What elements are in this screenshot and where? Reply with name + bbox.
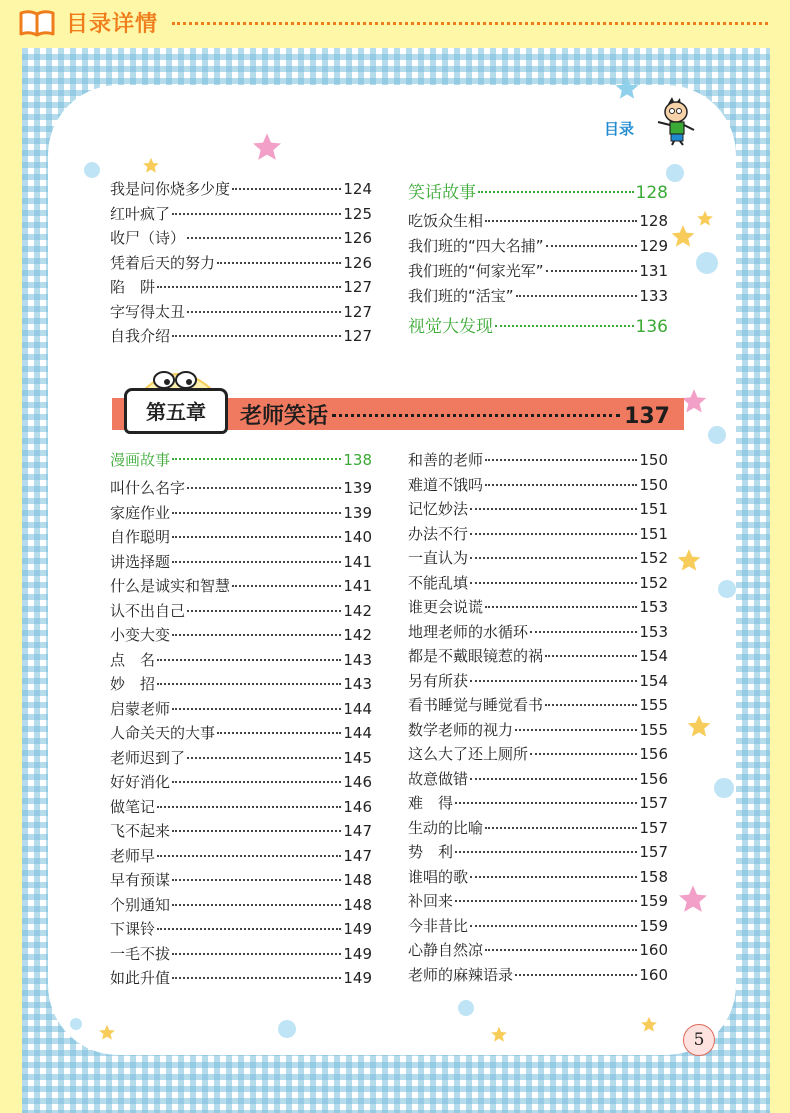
toc-entry[interactable] — [110, 252, 372, 274]
entry-page: 127 — [343, 302, 372, 321]
toc-entry[interactable] — [110, 178, 372, 200]
dot-leader — [530, 753, 637, 755]
dot-leader — [470, 680, 637, 682]
entry-page: 148 — [343, 895, 372, 914]
entry-title: 故意做错 — [408, 769, 469, 788]
dot-leader — [332, 414, 620, 417]
dot-leader — [157, 806, 341, 808]
star-icon — [640, 1016, 658, 1034]
toc-entry[interactable] — [110, 477, 372, 499]
entry-title: 陷 阱 — [110, 278, 156, 296]
bubble-decoration — [696, 252, 718, 274]
entry-page: 148 — [343, 871, 372, 889]
toc-entry[interactable] — [408, 645, 668, 667]
dot-leader — [172, 830, 341, 832]
entry-page: 142 — [343, 626, 372, 644]
entry-title: 吃饭众生相 — [408, 212, 484, 230]
star-icon — [676, 884, 710, 916]
entry-page: 144 — [343, 699, 372, 718]
toc-entry[interactable] — [408, 285, 668, 307]
entry-title: 这么大了还上厕所 — [408, 745, 529, 763]
dot-leader — [470, 925, 637, 927]
entry-title: 讲选择题 — [110, 552, 171, 571]
entry-page: 156 — [639, 769, 668, 788]
entry-page: 146 — [343, 773, 372, 791]
dot-leader — [172, 904, 341, 906]
star-icon — [98, 1024, 116, 1042]
toc-entry[interactable] — [408, 719, 668, 741]
entry-title: 红叶疯了 — [110, 204, 171, 223]
dot-leader — [455, 851, 637, 853]
toc-entry[interactable] — [110, 894, 372, 916]
dot-leader — [515, 974, 637, 976]
section-title: 笑话故事 — [408, 183, 476, 203]
dot-leader — [157, 683, 341, 685]
page-heading: 目录 — [604, 120, 635, 138]
toc-entry[interactable] — [110, 771, 372, 793]
dot-leader — [485, 459, 637, 461]
entry-title: 凭着后天的努力 — [110, 253, 216, 272]
dot-leader — [470, 778, 637, 780]
toc-entry[interactable] — [408, 498, 668, 520]
toc-entry[interactable] — [408, 768, 668, 790]
toc-entry[interactable] — [110, 624, 372, 646]
dot-leader — [217, 732, 341, 734]
entry-title: 老师早 — [110, 846, 156, 865]
dot-leader — [485, 606, 637, 608]
entry-page: 160 — [639, 941, 668, 959]
bubble-decoration — [714, 778, 734, 798]
dot-leader — [187, 610, 341, 612]
entry-page: 158 — [639, 867, 668, 886]
dot-leader — [545, 704, 637, 706]
page-number: 5 — [683, 1024, 715, 1056]
entry-title: 点 名 — [110, 650, 156, 669]
toc-entry[interactable] — [408, 596, 668, 618]
entry-page: 159 — [639, 916, 668, 935]
entry-title: 办法不行 — [408, 524, 469, 543]
entry-page: 149 — [343, 944, 372, 963]
dot-leader — [485, 484, 637, 486]
entry-title: 谁更会说谎 — [408, 598, 484, 616]
toc-entry[interactable] — [110, 918, 372, 940]
dot-leader — [485, 949, 637, 951]
dot-leader — [157, 286, 341, 288]
dot-leader — [485, 827, 637, 829]
entry-title: 下课铃 — [110, 920, 156, 938]
toc-entry[interactable] — [408, 743, 668, 765]
toc-entry[interactable] — [408, 260, 668, 282]
toc-entry[interactable] — [110, 967, 372, 989]
entry-title: 早有预谋 — [110, 871, 171, 889]
toc-entry[interactable] — [408, 915, 668, 937]
toc-entry[interactable] — [110, 698, 372, 720]
toc-entry[interactable] — [408, 670, 668, 692]
bubble-decoration — [84, 162, 100, 178]
toc-section-heading[interactable] — [110, 449, 372, 471]
toc-entry[interactable] — [110, 526, 372, 548]
entry-page: 159 — [639, 892, 668, 910]
entry-title: 今非昔比 — [408, 916, 469, 935]
entry-page: 139 — [343, 479, 372, 497]
bubble-decoration — [666, 164, 684, 182]
dot-leader — [217, 262, 341, 264]
entry-title: 我是问你烧多少度 — [110, 180, 231, 198]
entry-title: 妙 招 — [110, 675, 156, 693]
toc-entry[interactable] — [110, 649, 372, 671]
entry-page: 156 — [639, 745, 668, 763]
entry-title: 难道不饿吗 — [408, 475, 484, 494]
dot-leader — [470, 582, 637, 584]
entry-title: 叫什么名字 — [110, 479, 186, 497]
entry-page: 131 — [639, 262, 668, 280]
entry-page: 125 — [343, 204, 372, 223]
bubble-decoration — [718, 580, 736, 598]
dot-leader — [187, 311, 341, 313]
toc-entry[interactable] — [408, 235, 668, 257]
entry-title: 记忆妙法 — [408, 500, 469, 518]
entry-title: 看书睡觉与睡觉看书 — [408, 696, 544, 714]
entry-page: 157 — [639, 818, 668, 837]
entry-title: 人命关天的大事 — [110, 724, 216, 742]
toc-section-heading[interactable] — [408, 314, 668, 340]
chapter-title: 老师笑话 — [240, 404, 329, 429]
dot-leader — [172, 977, 341, 979]
open-book-icon — [18, 9, 56, 37]
toc-entry[interactable] — [408, 964, 668, 986]
toc-entry[interactable] — [408, 866, 668, 888]
toc-entry[interactable] — [408, 792, 668, 814]
dot-leader — [172, 781, 341, 783]
entry-page: 144 — [343, 724, 372, 742]
toc-entry[interactable] — [110, 325, 372, 347]
star-icon — [490, 1026, 508, 1044]
star-icon — [614, 76, 640, 102]
entry-page: 150 — [639, 451, 668, 469]
entry-title: 自我介绍 — [110, 327, 171, 345]
entry-page: 153 — [639, 598, 668, 616]
toc-entry[interactable] — [110, 722, 372, 744]
entry-title: 数学老师的视力 — [408, 720, 514, 739]
entry-title: 做笔记 — [110, 797, 156, 816]
entry-title: 老师的麻辣语录 — [408, 965, 514, 984]
entry-title: 补回来 — [408, 892, 454, 910]
entry-title: 我们班的“何家光军” — [408, 262, 544, 280]
dot-leader — [515, 729, 637, 731]
toc-entry[interactable] — [408, 890, 668, 912]
toc-entry[interactable] — [408, 210, 668, 232]
dot-leader — [546, 270, 638, 272]
dot-leader — [232, 188, 341, 190]
entry-page: 126 — [343, 253, 372, 272]
toc-entry[interactable] — [408, 841, 668, 863]
entry-page: 147 — [343, 846, 372, 865]
entry-title: 地理老师的水循环 — [408, 622, 529, 641]
dot-leader — [172, 634, 341, 636]
chapter-page: 137 — [624, 404, 670, 429]
entry-page: 154 — [639, 647, 668, 665]
dot-leader — [516, 295, 638, 297]
dot-leader — [470, 876, 637, 878]
dot-leader — [172, 879, 341, 881]
entry-page: 126 — [343, 229, 372, 247]
entry-page: 155 — [639, 696, 668, 714]
entry-page: 149 — [343, 920, 372, 938]
entry-title: 家庭作业 — [110, 503, 171, 522]
dot-leader — [455, 802, 637, 804]
dot-leader — [187, 237, 341, 239]
entry-page: 141 — [343, 552, 372, 571]
entry-page: 151 — [639, 524, 668, 543]
entry-page: 160 — [639, 965, 668, 984]
entry-title: 和善的老师 — [408, 451, 484, 469]
entry-page: 150 — [639, 475, 668, 494]
toc-entry[interactable] — [408, 572, 668, 594]
dot-leader — [172, 953, 341, 955]
toc-entry[interactable] — [408, 621, 668, 643]
section-page: 136 — [635, 317, 668, 337]
section-title: 视觉大发现 — [408, 317, 493, 337]
entry-title: 小变大变 — [110, 626, 171, 644]
entry-title: 飞不起来 — [110, 822, 171, 840]
toc-entry[interactable] — [110, 869, 372, 891]
toc-entry[interactable] — [110, 575, 372, 597]
page-header — [0, 0, 790, 48]
toc-entry[interactable] — [408, 523, 668, 545]
entry-page: 139 — [343, 503, 372, 522]
entry-title: 认不出自己 — [110, 601, 186, 620]
entry-page: 141 — [343, 577, 372, 595]
entry-title: 另有所获 — [408, 671, 469, 690]
bubble-decoration — [278, 1020, 296, 1038]
entry-page: 149 — [343, 969, 372, 987]
star-icon — [680, 388, 708, 416]
entry-page: 154 — [639, 671, 668, 690]
entry-page: 151 — [639, 500, 668, 518]
dot-leader — [455, 900, 637, 902]
toc-entry[interactable] — [408, 547, 668, 569]
toc-entry[interactable] — [110, 943, 372, 965]
dot-leader — [470, 508, 637, 510]
entry-page: 128 — [639, 212, 668, 230]
dot-leader — [495, 325, 634, 327]
chapter-title-row[interactable] — [240, 399, 670, 429]
toc-entry[interactable] — [408, 694, 668, 716]
entry-page: 155 — [639, 720, 668, 739]
entry-page: 143 — [343, 650, 372, 669]
section-title: 漫画故事 — [110, 451, 171, 469]
entry-page: 157 — [639, 843, 668, 861]
entry-page: 145 — [343, 748, 372, 767]
toc-entry[interactable] — [408, 939, 668, 961]
header-dotted-rule — [172, 22, 768, 25]
dot-leader — [530, 631, 637, 633]
entry-page: 143 — [343, 675, 372, 693]
star-icon — [686, 714, 712, 740]
star-icon — [670, 224, 696, 250]
dot-leader — [232, 585, 341, 587]
entry-page: 142 — [343, 601, 372, 620]
entry-title: 收尸（诗） — [110, 229, 186, 247]
dot-leader — [172, 335, 341, 337]
entry-page: 140 — [343, 528, 372, 546]
entry-title: 一毛不拔 — [110, 944, 171, 963]
entry-page: 152 — [639, 549, 668, 567]
dot-leader — [157, 928, 341, 930]
entry-title: 我们班的“四大名捕” — [408, 237, 544, 255]
dot-leader — [172, 458, 341, 460]
toc-entry[interactable] — [110, 203, 372, 225]
entry-page: 133 — [639, 287, 668, 305]
entry-title: 一直认为 — [408, 549, 469, 567]
toc-entry[interactable] — [110, 301, 372, 323]
toc-entry[interactable] — [408, 449, 668, 471]
header-title: 目录详情 — [66, 12, 159, 37]
entry-page: 127 — [343, 327, 372, 345]
section-page: 128 — [635, 183, 668, 203]
chapter-label: 第五章 — [146, 400, 206, 424]
dot-leader — [545, 655, 637, 657]
toc-entry[interactable] — [408, 474, 668, 496]
entry-page: 127 — [343, 278, 372, 296]
bubble-decoration — [458, 1000, 474, 1016]
dot-leader — [187, 757, 341, 759]
entry-title: 自作聪明 — [110, 528, 171, 546]
dot-leader — [485, 220, 637, 222]
toc-entry[interactable] — [408, 817, 668, 839]
entry-page: 157 — [639, 794, 668, 812]
entry-page: 152 — [639, 573, 668, 592]
entry-title: 都是不戴眼镜惹的祸 — [408, 647, 544, 665]
dot-leader — [172, 561, 341, 563]
star-icon — [696, 210, 714, 228]
toc-entry[interactable] — [110, 227, 372, 249]
entry-title: 启蒙老师 — [110, 699, 171, 718]
toc-entry[interactable] — [110, 796, 372, 818]
entry-title: 老师迟到了 — [110, 748, 186, 767]
bubble-decoration — [70, 1018, 82, 1030]
dot-leader — [478, 191, 634, 193]
toc-entry[interactable] — [110, 551, 372, 573]
entry-title: 字写得太丑 — [110, 302, 186, 321]
cartoon-boy-icon — [648, 96, 704, 146]
entry-title: 生动的比喻 — [408, 818, 484, 837]
entry-page: 129 — [639, 237, 668, 255]
dot-leader — [172, 536, 341, 538]
dot-leader — [157, 855, 341, 857]
dot-leader — [157, 659, 341, 661]
toc-entry[interactable] — [110, 502, 372, 524]
toc-entry[interactable] — [110, 600, 372, 622]
toc-entry[interactable] — [110, 820, 372, 842]
section-page: 138 — [343, 451, 372, 469]
toc-entry[interactable] — [110, 747, 372, 769]
entry-page: 147 — [343, 822, 372, 840]
star-icon — [250, 132, 284, 164]
entry-title: 心静自然凉 — [408, 941, 484, 959]
entry-page: 153 — [639, 622, 668, 641]
toc-entry[interactable] — [110, 276, 372, 298]
star-icon — [676, 548, 702, 574]
dot-leader — [172, 512, 341, 514]
dot-leader — [546, 245, 638, 247]
entry-title: 什么是诚实和智慧 — [110, 577, 231, 595]
toc-entry[interactable] — [110, 845, 372, 867]
entry-title: 好好消化 — [110, 773, 171, 791]
entry-title: 如此升值 — [110, 969, 171, 987]
dot-leader — [172, 213, 341, 215]
entry-title: 难 得 — [408, 794, 454, 812]
star-icon — [142, 157, 160, 175]
entry-title: 个别通知 — [110, 895, 171, 914]
dot-leader — [172, 708, 341, 710]
toc-section-heading[interactable] — [408, 180, 668, 206]
dot-leader — [470, 557, 637, 559]
dot-leader — [470, 533, 637, 535]
toc-entry[interactable] — [110, 673, 372, 695]
entry-title: 谁唱的歌 — [408, 867, 469, 886]
entry-title: 势 利 — [408, 843, 454, 861]
entry-page: 146 — [343, 797, 372, 816]
entry-page: 124 — [343, 180, 372, 198]
entry-title: 我们班的“活宝” — [408, 287, 514, 305]
entry-title: 不能乱填 — [408, 573, 469, 592]
bubble-decoration — [708, 426, 726, 444]
dot-leader — [187, 487, 341, 489]
